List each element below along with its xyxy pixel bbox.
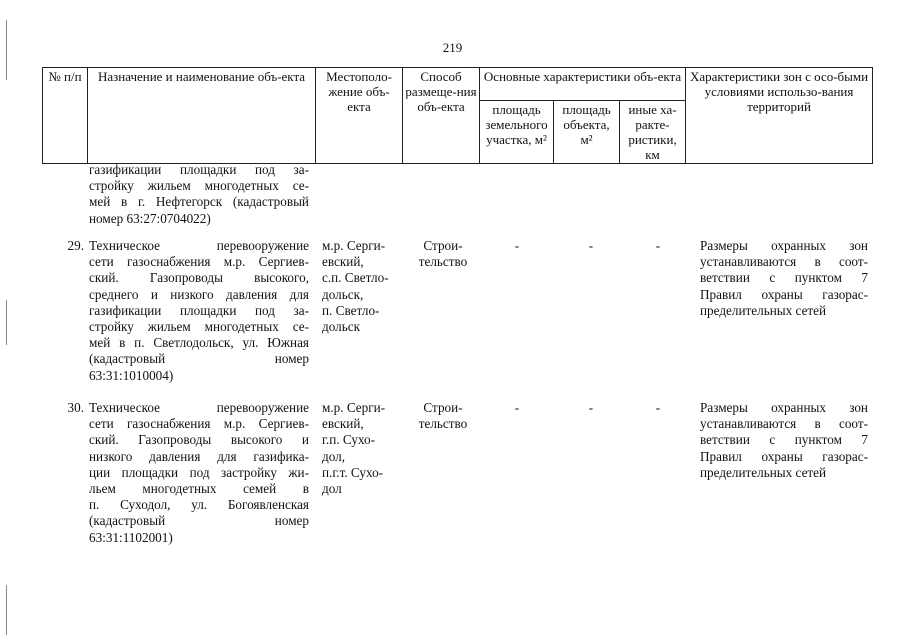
header-main-chars: Основные характеристики объ-екта <box>480 68 686 101</box>
row-30-num: 30. <box>67 400 84 415</box>
row-29-zones: Размеры охранных зон устанавливаются в соот- ветствии с пунктом 7 Правил охраны газорас- пределительных сетей <box>700 238 868 318</box>
header-num: № п/п <box>43 68 88 164</box>
row-29-land: - <box>514 238 520 253</box>
row-30-location: м.р. Серги- евский, г.п. Сухо- дол, п.г.т. Сухо- дол <box>322 400 386 497</box>
header-method: Способ размеще-ния объ-екта <box>403 68 480 164</box>
row-30-method: Строи- тельство <box>418 400 468 432</box>
row-30-other: - <box>655 400 661 415</box>
header-location: Местополо-жение объ-екта <box>316 68 403 164</box>
row-30-zones: Размеры охранных зон устанавливаются в соот- ветствии с пунктом 7 Правил охраны газорас- пределительных сетей <box>700 400 868 480</box>
header-name: Назначение и наименование объ-екта <box>88 68 316 164</box>
scan-edge-mark <box>6 300 7 345</box>
row-30-name: Техническое перевооружение сети газоснабжения м.р. Сергиев- ский. Газопроводы высокого и низкого давления для газифика- ции площадки под застройку жи- льем многодетных семей в п. Суходол, ул. Богоявленская (кадастровый номер 63:31:1102001) <box>89 400 309 545</box>
header-other: иные ха-ракте-ристики, км <box>620 101 686 164</box>
header-obj-area: площадь объекта, м² <box>554 101 620 164</box>
row-29-name: Техническое перевооружение сети газоснабжения м.р. Сергиев- ский. Газопроводы высокого, среднего и низкого давления для газификации площадки под за- стройку жильем многодетных се- мей в п. Светлодольск, ул. Южная (кадастровый номер 63:31:1010004) <box>89 238 309 383</box>
scan-edge-mark <box>6 20 7 80</box>
row-30-land: - <box>514 400 520 415</box>
scan-edge-mark <box>6 585 7 635</box>
row-29-method: Строи- тельство <box>418 238 468 270</box>
row-29-other: - <box>655 238 661 253</box>
page-number: 219 <box>442 40 463 55</box>
header-zones: Характеристики зон с осо-быми условиями использо-вания территорий <box>686 68 873 164</box>
row-29-num: 29. <box>67 238 84 253</box>
row-29-location: м.р. Серги- евский, с.п. Светло- дольск, п. Светло- дольск <box>322 238 389 335</box>
table-header <box>42 67 873 164</box>
row-29-area: - <box>588 238 594 253</box>
header-land-area: площадь земельного участка, м² <box>480 101 554 164</box>
continuation-text: газификации площадки под за- стройку жильем многодетных се- мей в г. Нефтегорск (кадастровый номер 63:27:0704022) <box>89 162 309 226</box>
row-30-area: - <box>588 400 594 415</box>
